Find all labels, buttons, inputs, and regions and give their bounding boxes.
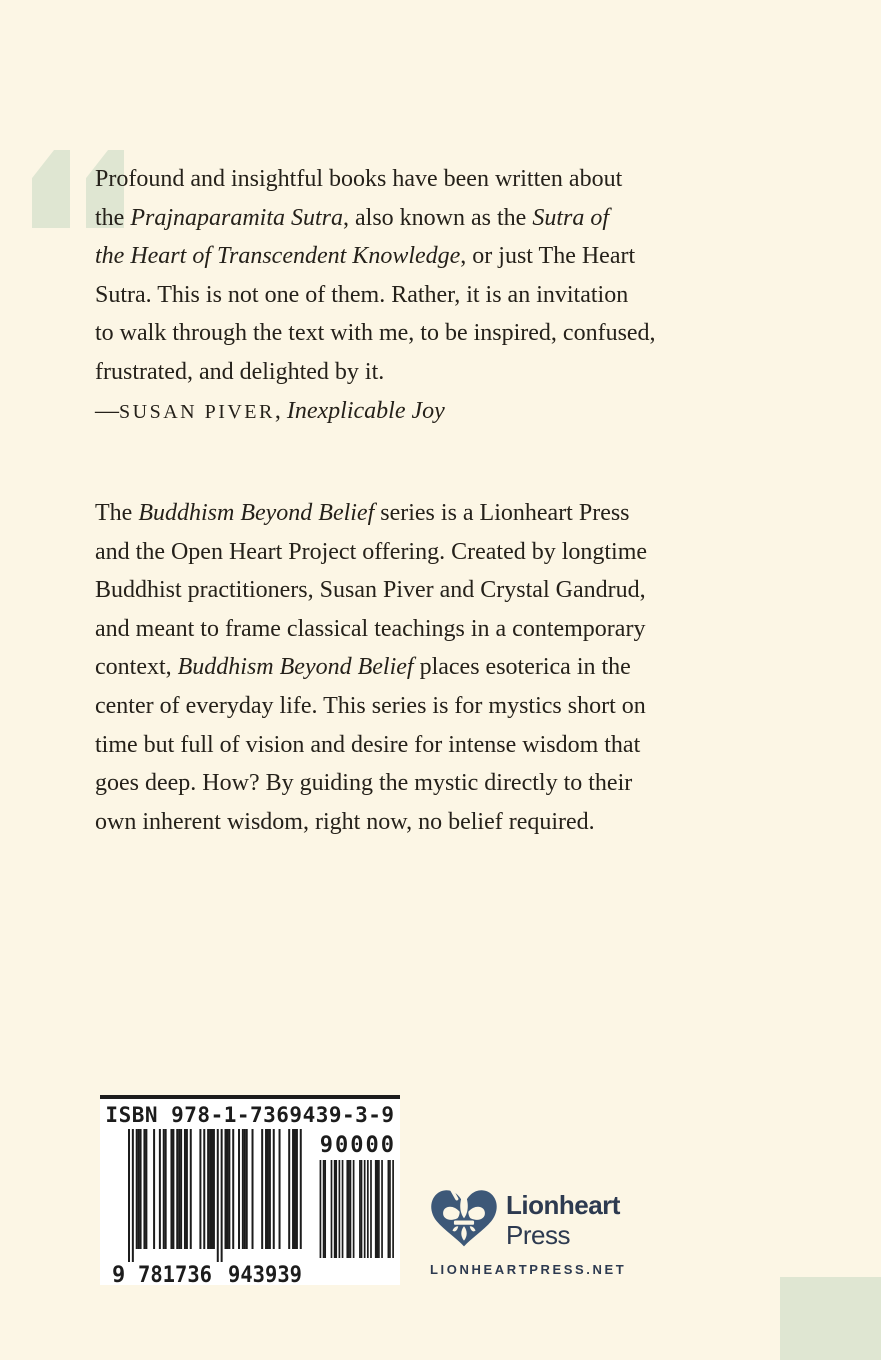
text-line: to walk through the text with me, to be inspired, confused, xyxy=(95,320,656,347)
text-line: —SUSAN PIVER, Inexplicable Joy xyxy=(95,397,445,424)
text-line: frustrated, and delighted by it. xyxy=(95,358,385,385)
svg-text:781736: 781736 xyxy=(138,1263,212,1283)
corner-accent-rect xyxy=(780,1277,881,1360)
text-line: own inherent wisdom, right now, no belief required. xyxy=(95,808,595,835)
series-description-block xyxy=(95,494,647,841)
ean13-barcode xyxy=(112,1129,314,1288)
barcode-top-rule xyxy=(100,1095,400,1099)
publisher-name-line2: Press xyxy=(506,1220,570,1250)
text-line: and meant to frame classical teachings in a contemporary xyxy=(95,615,646,642)
text-line: context, Buddhism Beyond Belief places esoterica in the xyxy=(95,654,631,681)
text-line: The Buddhism Beyond Belief series is a Lionheart Press xyxy=(95,500,630,526)
text-line: the Heart of Transcendent Knowledge, or just The Heart xyxy=(95,243,636,270)
lionheart-heart-fleur-icon xyxy=(428,1182,500,1256)
text-line: center of everyday life. This series is for mystics short on xyxy=(95,692,646,719)
svg-text:943939: 943939 xyxy=(228,1263,302,1283)
publisher-name-line1: Lionheart xyxy=(506,1190,620,1220)
text-line: Profound and insightful books have been written about xyxy=(95,166,623,192)
publisher-website: LIONHEARTPRESS.NET xyxy=(430,1262,627,1277)
addon-number: 90000 xyxy=(319,1133,396,1158)
barcode-row xyxy=(100,1129,400,1288)
ean5-addon-bars xyxy=(318,1160,396,1263)
quote-bar-left xyxy=(32,150,70,228)
svg-text:9: 9 xyxy=(112,1263,126,1283)
publisher-name xyxy=(506,1190,620,1250)
text-line: Sutra. This is not one of them. Rather, it is an invitation xyxy=(95,281,629,308)
text-line: Buddhist practitioners, Susan Piver and Crystal Gandrud, xyxy=(95,577,646,604)
text-line: and the Open Heart Project offering. Created by longtime xyxy=(95,538,648,565)
text-line: goes deep. How? By guiding the mystic directly to their xyxy=(95,770,633,797)
publisher-logo-block xyxy=(428,1182,648,1282)
barcode-addon xyxy=(318,1129,396,1263)
isbn-barcode-box xyxy=(100,1095,400,1285)
text-line: time but full of vision and desire for intense wisdom that xyxy=(95,731,641,758)
review-quote-block xyxy=(95,160,656,431)
isbn-number: ISBN 978-1-7369439-3-9 xyxy=(105,1103,395,1127)
text-line: the Prajnaparamita Sutra, also known as the Sutra of xyxy=(95,204,610,231)
